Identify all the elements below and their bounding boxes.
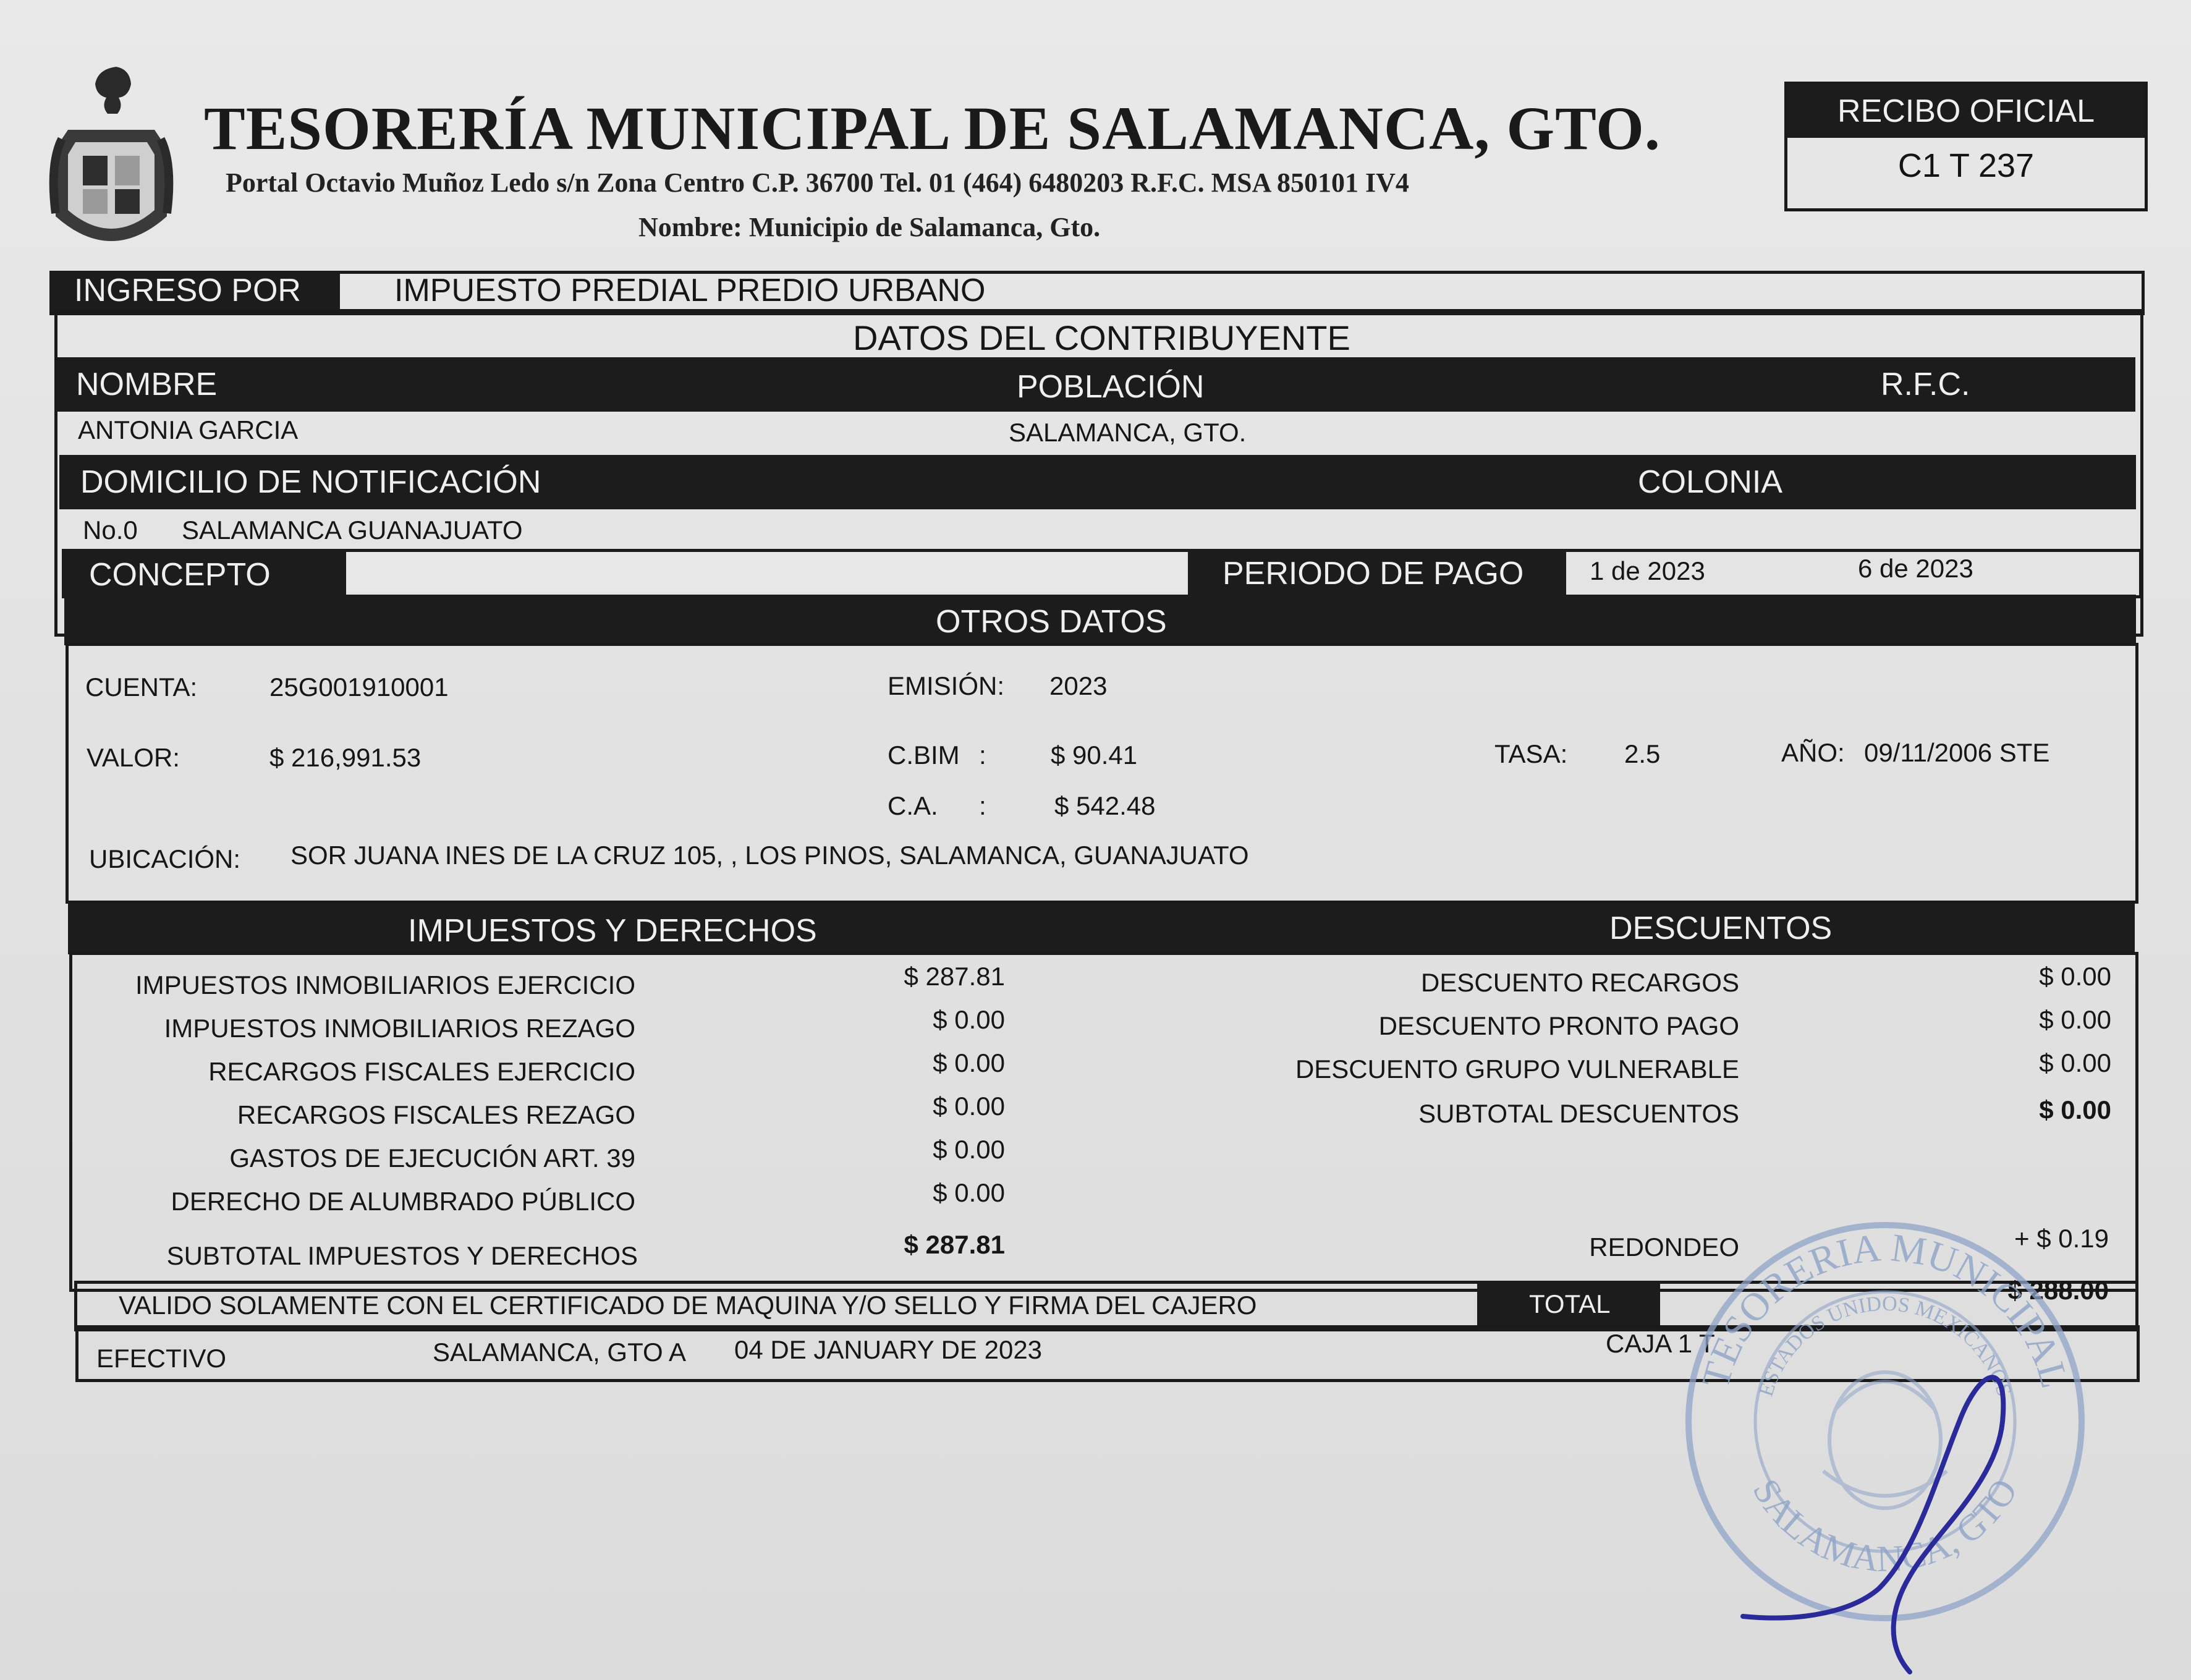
ubicacion-value: SOR JUANA INES DE LA CRUZ 105, , LOS PINOS, SALAMANCA, GUANAJUATO xyxy=(290,841,1249,870)
impuesto-item-label: DERECHO DE ALUMBRADO PÚBLICO xyxy=(171,1187,635,1216)
tasa-label: TASA: xyxy=(1494,739,1568,768)
stamp-text-bottom-path: SALAMANCA, GTO xyxy=(1745,1471,2025,1580)
stamp-text-inner-path: ESTADOS UNIDOS MEXICANOS xyxy=(1754,1292,2016,1399)
concepto-label-cell xyxy=(62,549,346,598)
periodo-end: 6 de 2023 xyxy=(1858,554,1973,583)
ca-label: C.A. xyxy=(888,791,938,820)
impuesto-item-label: RECARGOS FISCALES REZAGO xyxy=(237,1100,635,1129)
total-value: $ 288.00 xyxy=(2007,1276,2109,1305)
colonia-label: COLONIA xyxy=(1638,464,1783,500)
domicilio-header-bar xyxy=(59,455,2136,509)
rfc-label: R.F.C. xyxy=(1881,367,1970,402)
domicilio-label: DOMICILIO DE NOTIFICACIÓN xyxy=(80,464,541,500)
total-label-cell xyxy=(1477,1281,1660,1330)
concepto-value-cell xyxy=(346,552,1187,592)
ingreso-label-cell xyxy=(49,271,340,312)
valor-label: VALOR: xyxy=(87,743,180,772)
periodo-label: PERIODO DE PAGO xyxy=(1223,556,1524,592)
otros-datos-bar xyxy=(64,595,2136,645)
nombre-label: NOMBRE xyxy=(76,367,218,402)
descuento-item-label: DESCUENTO PRONTO PAGO xyxy=(1378,1011,1739,1040)
descuento-item-amount: $ 0.00 xyxy=(2039,1005,2111,1034)
impuesto-item-amount: $ 0.00 xyxy=(933,1048,1005,1077)
descuento-item-label: DESCUENTO GRUPO VULNERABLE xyxy=(1295,1054,1739,1084)
otros-datos-title: OTROS DATOS xyxy=(936,604,1167,640)
impuestos-header-bar xyxy=(68,904,2135,954)
stamp-text-top: TESORERIA MUNICIPAL xyxy=(1693,1225,2077,1393)
domicilio-number: No.0 xyxy=(83,515,138,545)
periodo-start: 1 de 2023 xyxy=(1590,556,1705,585)
ca-value: $ 542.48 xyxy=(1054,791,1156,820)
cuenta-label: CUENTA: xyxy=(85,672,198,702)
receipt-number: C1 T 237 xyxy=(1897,147,2035,184)
cbim-label: C.BIM xyxy=(888,740,960,770)
impuesto-item-label: GASTOS DE EJECUCIÓN ART. 39 xyxy=(229,1143,635,1173)
cuenta-value: 25G001910001 xyxy=(269,672,449,702)
descuentos-subtotal-value: $ 0.00 xyxy=(2039,1095,2111,1124)
impuesto-item-label: RECARGOS FISCALES EJERCICIO xyxy=(208,1057,635,1086)
impuestos-title: IMPUESTOS Y DERECHOS xyxy=(408,913,817,949)
impuesto-item-amount: $ 287.81 xyxy=(904,962,1005,991)
ubicacion-label: UBICACIÓN: xyxy=(89,844,241,873)
emision-label: EMISIÓN: xyxy=(888,671,1005,700)
forma-pago: EFECTIVO xyxy=(96,1344,227,1373)
anio-label: AÑO: xyxy=(1781,738,1845,767)
ingreso-label: INGRESO POR xyxy=(74,273,301,308)
nombre-value: ANTONIA GARCIA xyxy=(78,415,299,444)
impuestos-subtotal-label: SUBTOTAL IMPUESTOS Y DERECHOS xyxy=(166,1241,638,1270)
poblacion-label: POBLACIÓN xyxy=(1017,369,1205,405)
descuento-item-amount: $ 0.00 xyxy=(2039,1048,2111,1077)
municipal-crest-logo xyxy=(43,62,179,266)
anio-value: 09/11/2006 STE xyxy=(1864,738,2050,767)
treasury-address: Portal Octavio Muñoz Ledo s/n Zona Centro C.P. 36700 Tel. 01 (464) 6480203 R.F.C. MSA 850101 IV4 xyxy=(226,168,1409,198)
impuesto-item-amount: $ 0.00 xyxy=(933,1092,1005,1121)
descuento-item-amount: $ 0.00 xyxy=(2039,962,2111,991)
tasa-value: 2.5 xyxy=(1624,739,1661,768)
descuentos-subtotal-label: SUBTOTAL DESCUENTOS xyxy=(1418,1099,1739,1128)
periodo-label-cell xyxy=(1188,549,1566,598)
receipt-label: RECIBO OFICIAL xyxy=(1787,85,2145,138)
cbim-separator: : xyxy=(979,740,986,770)
poblacion-value: SALAMANCA, GTO. xyxy=(1009,418,1247,447)
total-label: TOTAL xyxy=(1529,1289,1611,1318)
concepto-label: CONCEPTO xyxy=(89,557,271,593)
treasury-title: TESORERÍA MUNICIPAL DE SALAMANCA, GTO. xyxy=(204,94,1661,163)
ingreso-value: IMPUESTO PREDIAL PREDIO URBANO xyxy=(394,273,986,308)
fecha-text: 04 DE JANUARY DE 2023 xyxy=(734,1335,1043,1364)
cbim-value: $ 90.41 xyxy=(1051,740,1138,770)
lugar-text: SALAMANCA, GTO A xyxy=(433,1338,687,1367)
impuesto-item-amount: $ 0.00 xyxy=(933,1135,1005,1164)
descuento-item-label: DESCUENTO RECARGOS xyxy=(1421,968,1739,997)
domicilio-value: SALAMANCA GUANAJUATO xyxy=(182,515,523,545)
impuesto-item-label: IMPUESTOS INMOBILIARIOS EJERCICIO xyxy=(135,970,635,999)
ca-separator: : xyxy=(979,791,986,820)
contribuyente-title: DATOS DEL CONTRIBUYENTE xyxy=(853,318,1350,357)
emision-value: 2023 xyxy=(1049,671,1108,700)
impuesto-item-label: IMPUESTOS INMOBILIARIOS REZAGO xyxy=(164,1014,635,1043)
impuesto-item-amount: $ 0.00 xyxy=(933,1178,1005,1207)
contribuyente-header-bar xyxy=(57,357,2135,412)
impuesto-item-amount: $ 0.00 xyxy=(933,1005,1005,1034)
receipt-number-box xyxy=(1784,82,2148,211)
cashier-signature xyxy=(1731,1329,2077,1675)
caja-text: CAJA 1 T xyxy=(1606,1329,1715,1358)
treasury-name-line: Nombre: Municipio de Salamanca, Gto. xyxy=(638,212,1101,242)
valido-text: VALIDO SOLAMENTE CON EL CERTIFICADO DE MAQUINA Y/O SELLO Y FIRMA DEL CAJERO xyxy=(119,1291,1257,1320)
valor-value: $ 216,991.53 xyxy=(269,743,422,772)
descuentos-title: DESCUENTOS xyxy=(1609,910,1833,946)
impuestos-subtotal-value: $ 287.81 xyxy=(904,1230,1005,1259)
redondeo-value: + $ 0.19 xyxy=(2014,1224,2109,1253)
redondeo-label: REDONDEO xyxy=(1589,1232,1739,1262)
